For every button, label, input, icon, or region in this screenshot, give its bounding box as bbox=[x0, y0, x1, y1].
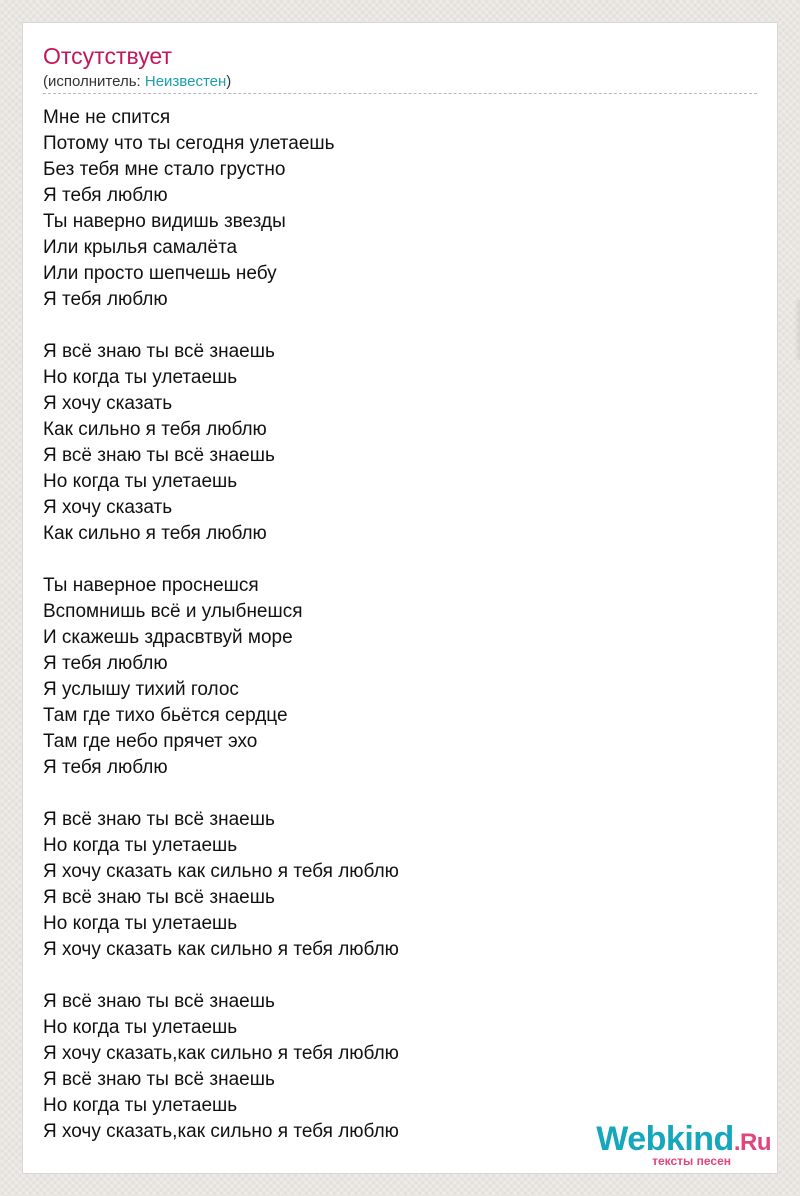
logo-tld: .Ru bbox=[733, 1129, 771, 1156]
lyrics-line: Там где небо прячет эхо bbox=[43, 731, 258, 752]
lyrics-line: Без тебя мне стало грустно bbox=[43, 159, 286, 180]
artist-line bbox=[43, 73, 231, 91]
lyrics-line: Я всё знаю ты всё знаешь bbox=[43, 809, 275, 830]
lyrics-line: Но когда ты улетаешь bbox=[43, 1017, 238, 1038]
artist-prefix: (исполнитель: bbox=[43, 73, 145, 90]
lyrics-line: Я хочу сказать bbox=[43, 497, 173, 518]
lyrics-line: Там где тихо бьётся сердце bbox=[43, 705, 288, 726]
lyrics-line: Я всё знаю ты всё знаешь bbox=[43, 445, 275, 466]
lyrics-line: Но когда ты улетаешь bbox=[43, 471, 238, 492]
lyrics-stanza bbox=[43, 807, 743, 963]
lyrics-line: Я хочу сказать как сильно я тебя люблю bbox=[43, 939, 399, 960]
lyrics-line: Потому что ты сегодня улетаешь bbox=[43, 133, 335, 154]
logo-tagline: тексты песен bbox=[652, 1154, 731, 1168]
lyrics-line: Я услышу тихий голос bbox=[43, 679, 239, 700]
lyrics-line: Но когда ты улетаешь bbox=[43, 1095, 238, 1116]
lyrics-line: И скажешь здрасвтвуй море bbox=[43, 627, 293, 648]
song-title: Отсутствует bbox=[43, 43, 172, 69]
lyrics-line: Я всё знаю ты всё знаешь bbox=[43, 341, 275, 362]
lyrics-line: Я тебя люблю bbox=[43, 653, 168, 674]
lyrics-stanza bbox=[43, 105, 743, 313]
lyrics-stanza bbox=[43, 573, 743, 781]
artist-link[interactable]: Неизвестен bbox=[144, 73, 227, 90]
lyrics-body bbox=[43, 105, 743, 1145]
lyrics-line: Я всё знаю ты всё знаешь bbox=[43, 991, 275, 1012]
lyrics-sheet bbox=[22, 22, 778, 1174]
lyrics-line: Я тебя люблю bbox=[43, 185, 168, 206]
lyrics-line: Вспомнишь всё и улыбнешся bbox=[43, 601, 303, 622]
header-divider bbox=[43, 93, 757, 94]
lyrics-line: Я тебя люблю bbox=[43, 757, 168, 778]
lyrics-line: Или просто шепчешь небу bbox=[43, 263, 277, 284]
page-edge-shadow bbox=[794, 300, 800, 360]
artist-suffix: ) bbox=[226, 73, 232, 90]
webkind-logo bbox=[571, 1122, 771, 1168]
lyrics-line: Ты наверное проснешся bbox=[43, 575, 259, 596]
lyrics-line: Но когда ты улетаешь bbox=[43, 367, 238, 388]
lyrics-stanza bbox=[43, 339, 743, 547]
logo-wordmark bbox=[596, 1120, 771, 1158]
lyrics-line: Я хочу сказать как сильно я тебя люблю bbox=[43, 861, 399, 882]
lyrics-line: Я всё знаю ты всё знаешь bbox=[43, 1069, 275, 1090]
lyrics-line: Я тебя люблю bbox=[43, 289, 168, 310]
logo-brand: Webkind bbox=[596, 1120, 734, 1158]
lyrics-line: Или крылья самалёта bbox=[43, 237, 238, 258]
lyrics-line: Как сильно я тебя люблю bbox=[43, 523, 267, 544]
lyrics-line: Как сильно я тебя люблю bbox=[43, 419, 267, 440]
lyrics-line: Мне не спится bbox=[43, 107, 171, 128]
lyrics-line: Я всё знаю ты всё знаешь bbox=[43, 887, 275, 908]
lyrics-line: Но когда ты улетаешь bbox=[43, 835, 238, 856]
lyrics-line: Я хочу сказать,как сильно я тебя люблю bbox=[43, 1121, 399, 1142]
lyrics-line: Я хочу сказать,как сильно я тебя люблю bbox=[43, 1043, 399, 1064]
lyrics-line: Я хочу сказать bbox=[43, 393, 173, 414]
lyrics-line: Ты наверно видишь звезды bbox=[43, 211, 286, 232]
lyrics-line: Но когда ты улетаешь bbox=[43, 913, 238, 934]
